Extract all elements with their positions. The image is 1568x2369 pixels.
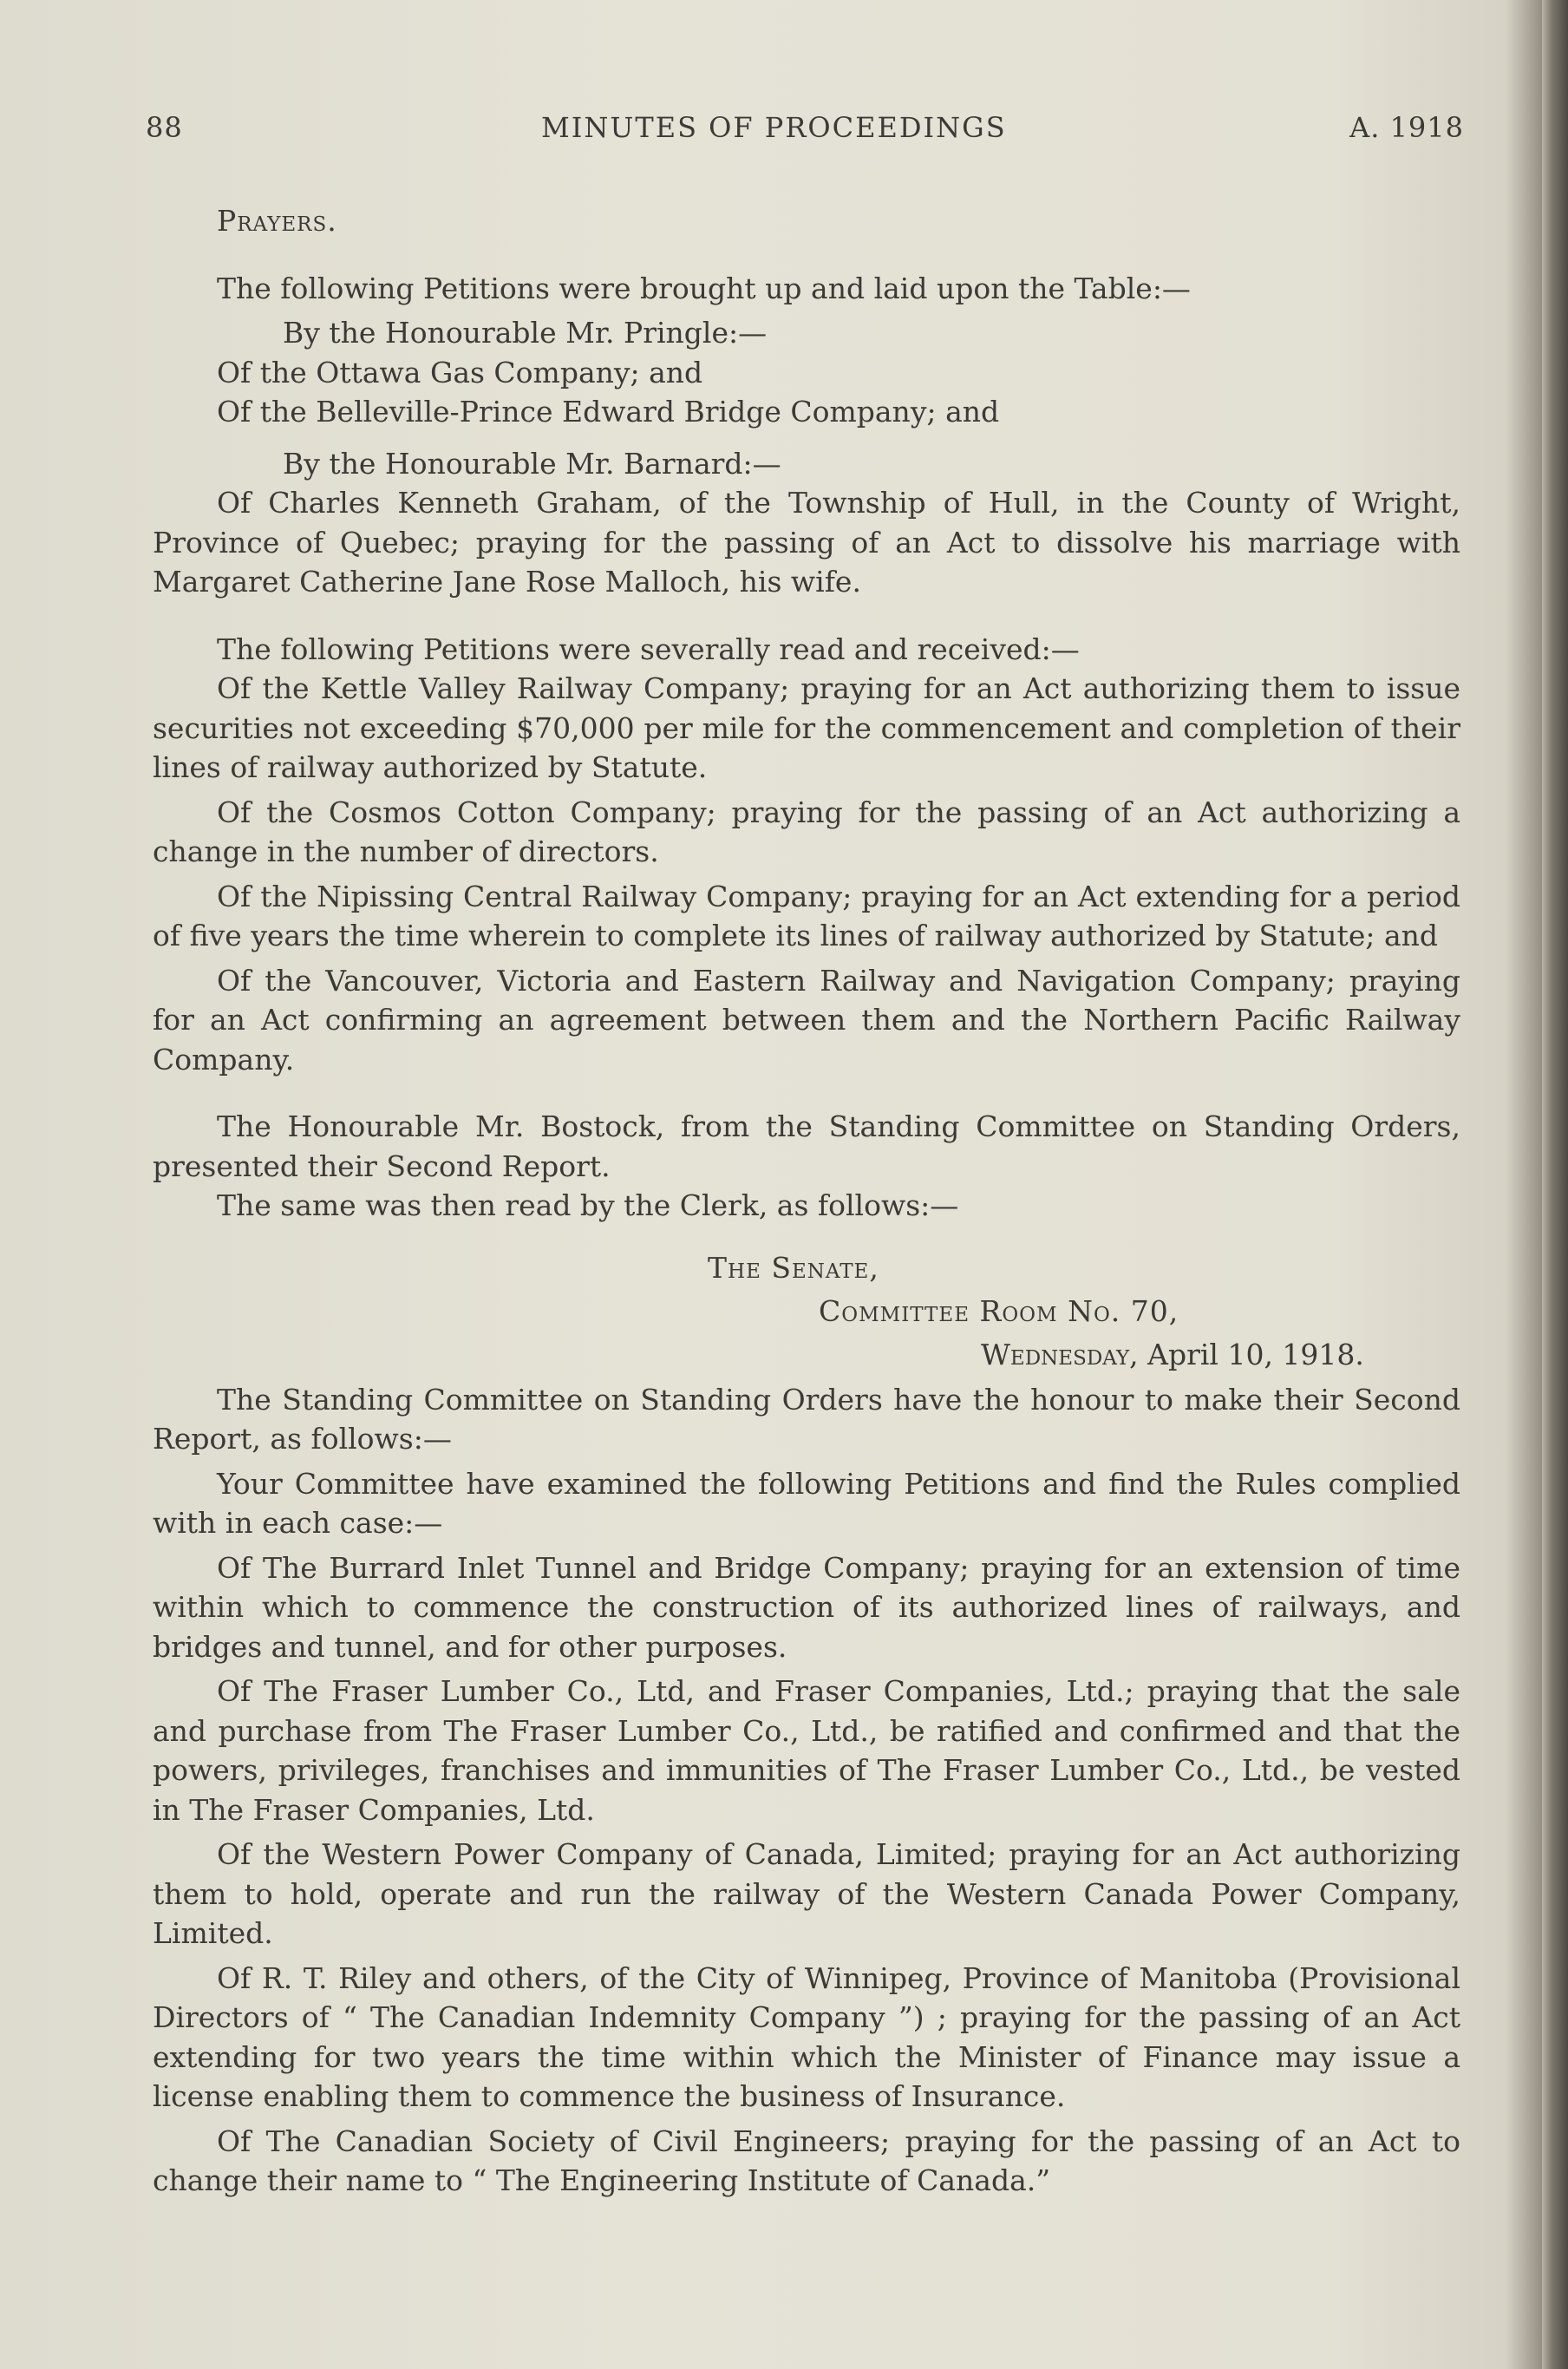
- petition-belleville-bridge: Of the Belleville-Prince Edward Bridge Company; and: [217, 395, 1000, 429]
- petition-cosmos-cotton: Of the Cosmos Cotton Company; praying for the passing of an Act authorizing a change in the number of directors.: [153, 795, 1460, 868]
- section-heading-prayers: Prayers.: [217, 204, 337, 238]
- petition-fraser: Of The Fraser Lumber Co., Ltd, and Fraser Companies, Ltd.; praying that the sale and purchase from The Fraser Lumber Co., Ltd., be ratified and confirmed and that the powers, privileges, franchises and immunities of The Fraser Lumber Co., Ltd., be vested in The Fraser Companies, Ltd.: [153, 1674, 1460, 1827]
- page-body: [153, 201, 1460, 2201]
- report-address-block: [153, 1241, 1460, 1380]
- paragraph-read-by-clerk: The same was then read by the Clerk, as follows:—: [217, 1188, 959, 1222]
- page-header: [146, 111, 1464, 154]
- book-spine-shadow: [1542, 0, 1568, 2369]
- paragraph-committee-report: The Standing Committee on Standing Orders have the honour to make their Second Report, as follows:—: [153, 1382, 1460, 1456]
- petition-vancouver: Of the Vancouver, Victoria and Eastern Railway and Navigation Company; praying for an Act confirming an agreement between them and the Northern Pacific Railway Company.: [153, 963, 1460, 1077]
- petition-nipissing: Of the Nipissing Central Railway Company; praying for an Act extending for a period of five years the time wherein to complete its lines of railway authorized by Statute; and: [153, 879, 1460, 952]
- petition-graham: Of Charles Kenneth Graham, of the Township of Hull, in the County of Wright, Province of Quebec; praying for the passing of an Act to dissolve his marriage with Margaret Catherine Jane Rose Malloch, his wife.: [153, 486, 1460, 599]
- paragraph-bostock-report: The Honourable Mr. Bostock, from the Standing Committee on Standing Orders, presented their Second Report.: [153, 1109, 1460, 1183]
- address-date-line: [981, 1335, 1364, 1375]
- petition-western-power: Of the Western Power Company of Canada, Limited; praying for an Act authorizing them to hold, operate and run the railway of the Western Canada Power Company, Limited.: [153, 1837, 1460, 1950]
- running-title: MINUTES OF PROCEEDINGS: [541, 111, 1007, 144]
- page-number: 88: [146, 111, 183, 144]
- paragraph-examined: Your Committee have examined the following Petitions and find the Rules complied with in each case:—: [153, 1466, 1460, 1540]
- address-date: April 10, 1918.: [1147, 1337, 1364, 1371]
- header-year: A. 1918: [1349, 111, 1464, 144]
- paragraph-received-intro: The following Petitions were severally read and received:—: [217, 632, 1080, 666]
- by-line-barnard: By the Honourable Mr. Barnard:—: [283, 446, 781, 481]
- petition-engineers: Of The Canadian Society of Civil Engineers; praying for the passing of an Act to change their name to “ The Engineering Institute of Canada.”: [153, 2124, 1460, 2197]
- petition-burrard: Of The Burrard Inlet Tunnel and Bridge Company; praying for an extension of time within which to commence the construction of its authorized lines of railways, and bridges and tunnel, and for other purposes.: [153, 1550, 1460, 1664]
- petition-kettle-valley: Of the Kettle Valley Railway Company; praying for an Act authorizing them to issue securities not exceeding $70,000 per mile for the commencement and completion of their lines of railway authorized by Statute.: [153, 671, 1460, 784]
- petition-riley: Of R. T. Riley and others, of the City of Winnipeg, Province of Manitoba (Provisional Directors of “ The Canadian Indemnity Company ”) ; praying for the passing of an Act extending for two years the time within which the Minister of Finance may issue a license enabling them to commence the business of Insurance.: [153, 1960, 1460, 2113]
- petition-ottawa-gas: Of the Ottawa Gas Company; and: [217, 355, 703, 389]
- address-committee-room: Committee Room No. 70,: [819, 1293, 1179, 1328]
- by-line-pringle: By the Honourable Mr. Pringle:—: [283, 316, 768, 350]
- address-senate: The Senate,: [708, 1250, 879, 1285]
- address-day: Wednesday,: [981, 1337, 1139, 1371]
- paragraph-petitions-intro: The following Petitions were brought up and laid upon the Table:—: [217, 271, 1191, 305]
